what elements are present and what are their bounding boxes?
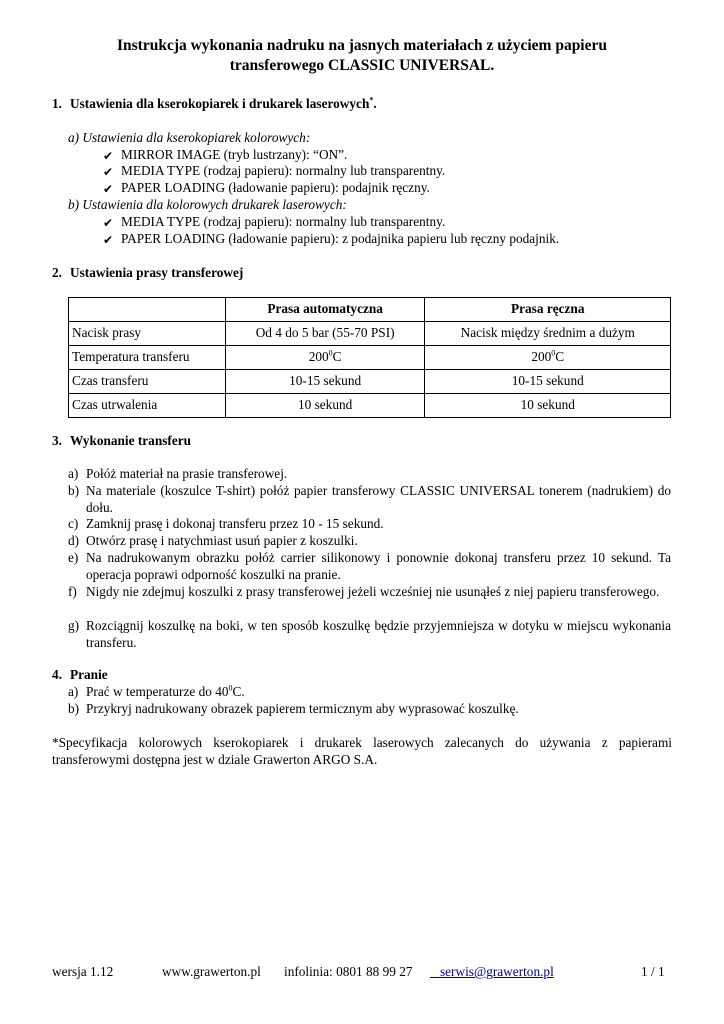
check-icon: ✔ (103, 182, 114, 196)
table-cell: Nacisk między średnim a dużym (425, 322, 671, 346)
section-2-number: 2. (52, 265, 62, 280)
list-label: b) (68, 483, 80, 498)
degree-sup: 0 (228, 683, 233, 693)
temp-value: 200 (308, 349, 329, 365)
section-1-title: Ustawienia dla kserokopiarek i drukarek laserowych (70, 96, 370, 111)
list-item (68, 466, 671, 483)
section-1-number: 1. (52, 96, 62, 111)
footer-email-link[interactable] (430, 964, 554, 981)
section-1-heading (52, 96, 377, 113)
list-item (68, 684, 671, 701)
table-cell: 10 sekund (425, 394, 671, 418)
table-row (69, 346, 671, 370)
list-item (68, 516, 671, 533)
list-text: Zamknij prasę i dokonaj transferu przez 10 - 15 sekund. (86, 516, 384, 531)
list-label: f) (68, 584, 77, 599)
temp-value: 200 (531, 349, 552, 365)
table-row (69, 370, 671, 394)
table-cell: Czas transferu (69, 370, 226, 394)
press-settings-table (68, 297, 671, 418)
section-4-heading (52, 667, 108, 684)
sub-a-item-2: MEDIA TYPE (rodzaj papieru): normalny lub transparentny. (121, 163, 446, 178)
list-text: Rozciągnij koszulkę na boki, w ten sposób koszulkę będzie przyjemniejsza w dotyku w miejscu wykonania transferu. (86, 618, 671, 650)
footer-email[interactable]: serwis@grawerton.pl (439, 964, 554, 979)
table-cell: Temperatura transferu (69, 346, 226, 370)
list-text (86, 684, 671, 701)
list-label: a) (68, 684, 79, 699)
temp-unit: C (555, 349, 565, 365)
section-4-title: Pranie (70, 667, 108, 682)
table-cell: 10-15 sekund (425, 370, 671, 394)
list-item (68, 618, 671, 651)
check-icon: ✔ (103, 216, 114, 230)
sub-a-label: a) Ustawienia dla kserokopiarek kolorowych: (68, 130, 311, 145)
list-label: a) (68, 466, 79, 481)
degree-sup: 0 (328, 348, 333, 358)
check-icon: ✔ (103, 233, 114, 247)
section-3-title: Wykonanie transferu (70, 433, 192, 448)
degree-sup: 0 (551, 348, 556, 358)
section-2-heading (52, 265, 243, 282)
table-cell: Czas utrwalenia (69, 394, 226, 418)
list-item (68, 701, 671, 718)
table-cell: 10-15 sekund (225, 370, 425, 394)
section-1-title-end: . (373, 96, 377, 111)
section-3-number: 3. (52, 433, 62, 448)
list-text: Na nadrukowanym obrazku połóż carrier silikonowy i ponownie dokonaj transferu przez 10 sekund. Ta operacja poprawi odporność koszulki na pranie. (86, 550, 671, 582)
sub-b-item-2: PAPER LOADING (ładowanie papieru): z podajnika papieru lub ręczny podajnik. (121, 231, 560, 246)
sub-b-item-1: MEDIA TYPE (rodzaj papieru): normalny lub transparentny. (121, 214, 446, 229)
title-line-2: transferowego CLASSIC UNIVERSAL. (229, 57, 495, 74)
table-cell: Od 4 do 5 bar (55-70 PSI) (225, 322, 425, 346)
footer-hotline: infolinia: 0801 88 99 27 (284, 964, 413, 979)
table-header-cell (69, 298, 226, 322)
footnote-mark: * (369, 95, 374, 105)
page-number: 1 / 1 (641, 964, 665, 979)
table-cell: 10 sekund (225, 394, 425, 418)
table-header-row (69, 298, 671, 322)
list-text: Otwórz prasę i natychmiast usuń papier z koszulki. (86, 533, 358, 548)
section-2-title: Ustawienia prasy transferowej (70, 265, 244, 280)
table-row (69, 394, 671, 418)
wash-temp-text: Prać w temperaturze do 40 (86, 684, 229, 699)
list-label: g) (68, 618, 80, 633)
list-label: c) (68, 516, 79, 531)
section-3-heading (52, 433, 191, 450)
list-label: d) (68, 533, 80, 548)
list-item (68, 550, 671, 583)
list-text: Połóż materiał na prasie transferowej. (86, 466, 288, 481)
list-text: Na materiale (koszulce T-shirt) połóż papier transferowy CLASSIC UNIVERSAL tonerem (nadrukiem) do dołu. (86, 483, 671, 515)
document-title (52, 36, 672, 76)
footnote: *Specyfikacja kolorowych kserokopiarek i drukarek laserowych zalecanych do używania z papierami transferowymi dostępna jest w dziale Grawerton ARGO S.A. (52, 735, 672, 767)
list-item (68, 584, 671, 601)
sub-a-item-1: MIRROR IMAGE (tryb lustrzany): “ON”. (121, 147, 348, 162)
list-text: Nigdy nie zdejmuj koszulki z prasy transferowej jeżeli wcześniej nie usunąłeś z niej papieru transferowego. (86, 584, 660, 599)
sub-a-item-3: PAPER LOADING (ładowanie papieru): podajnik ręczny. (121, 180, 430, 195)
check-icon: ✔ (103, 149, 114, 163)
wash-temp-unit: C. (232, 684, 245, 699)
check-icon: ✔ (103, 165, 114, 179)
list-text: Przykryj nadrukowany obrazek papierem termicznym aby wyprasować koszulkę. (86, 701, 519, 716)
sub-b-label: b) Ustawienia dla kolorowych drukarek laserowych: (68, 197, 347, 212)
title-line-1: Instrukcja wykonania nadruku na jasnych materiałach z użyciem papieru (116, 37, 607, 54)
table-cell (225, 346, 425, 370)
table-header-cell: Prasa automatyczna (225, 298, 425, 322)
section-4-number: 4. (52, 667, 62, 682)
table-cell (425, 346, 671, 370)
list-label: b) (68, 701, 80, 716)
footer-version: wersja 1.12 (52, 964, 114, 979)
list-label: e) (68, 550, 79, 565)
list-item (68, 533, 671, 550)
footer-website[interactable]: www.grawerton.pl (162, 964, 261, 979)
list-item (68, 483, 671, 516)
table-cell: Nacisk prasy (69, 322, 226, 346)
table-row (69, 322, 671, 346)
table-header-cell: Prasa ręczna (425, 298, 671, 322)
temp-unit: C (332, 349, 342, 365)
